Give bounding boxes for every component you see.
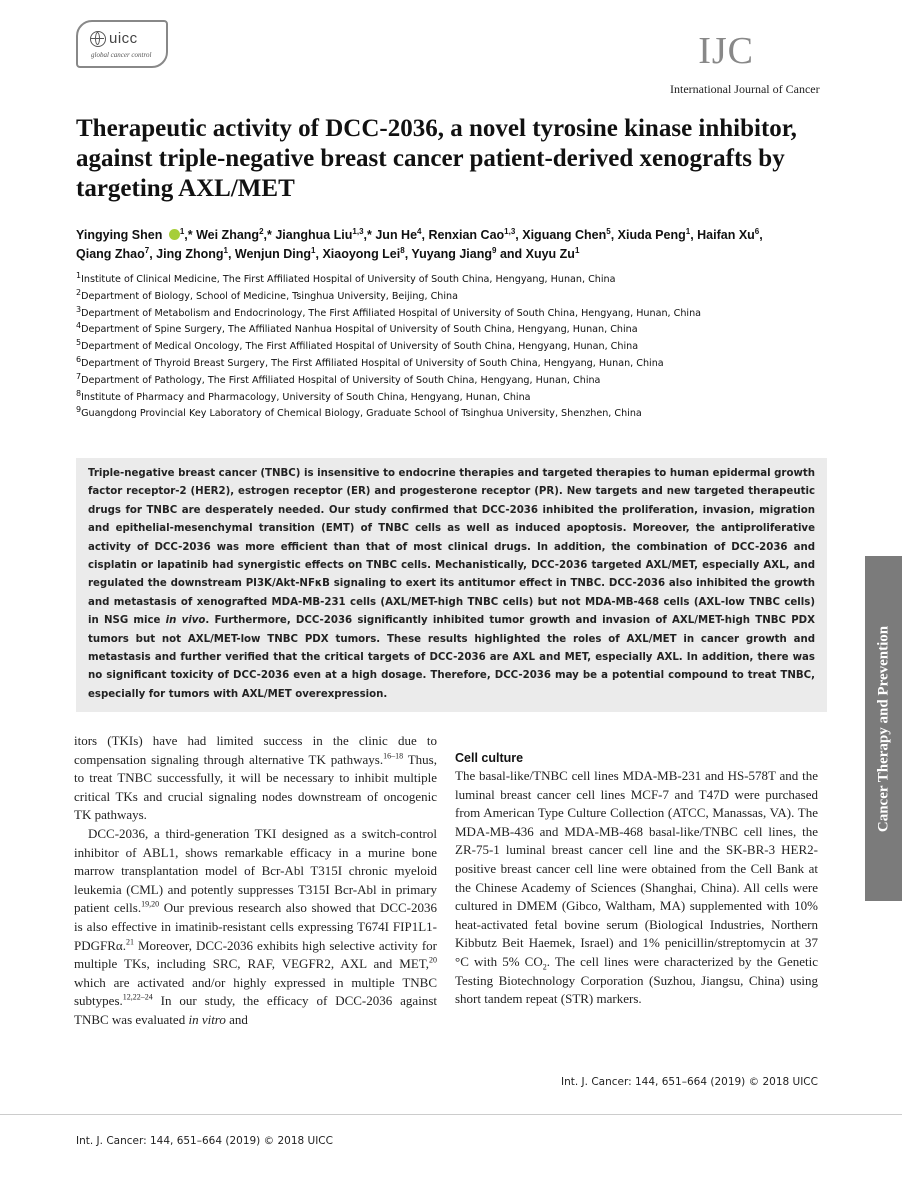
author-list: Yingying Shen $^1$,* Wei Zhang$^2$,* Jianghua Liu$^{1,3}$,* Jun He$^4$, Renxian Cao$^{1,3}$, Xiguang Chen$^5$, Xiuda Peng$^1$, Haifan Xu$^6$, Qiang Zhao$^7$, Jing Zhong$^1$, Wenjun Ding$^1$, Xiaoyong Lei$^8$, Yuyang Jiang$^9$ and Xuyu Zu$^1$	[76, 226, 763, 261]
affiliation-item: $^2$Department of Biology, School of Medicine, Tsinghua University, Beijing, China	[76, 287, 459, 302]
logo-name: uicc	[109, 30, 138, 47]
abstract-text: Triple-negative breast cancer (TNBC) is insensitive to endocrine therapies and targeted therapies to human epidermal growth factor receptor-2 (HER2), estrogen receptor (ER) and progesterone receptor (PR). New targets and new targeted therapeutic drugs for TNBC are desperately needed. Our study confirmed that DCC-2036 inhibited the proliferation, invasion, migration and epithelial-mesenchymal transition (EMT) of TNBC cells as well as induced apoptosis. Moreover, the antiproliferative activity of DCC-2036 was more efficient than that of most clinical drugs. In addition, the combination of DCC-2036 and cisplatin or lapatinib had synergistic effects on TNBC cells. Mechanistically, DCC-2036 targeted AXL/MET, especially AXL, and regulated the downstream PI3K/Akt-NFκB signaling to exert its antitumor effect in TNBC. DCC-2036 also inhibited the growth and metastasis of xenografted MDA-MB-231 cells (AXL/MET-high TNBC cells) but not MDA-MB-468 cells (AXL-low TNBC cells) in NSG mice in vivo. Furthermore, DCC-2036 significantly inhibited tumor growth and invasion of AXL/MET-high TNBC PDX tumors but not AXL/MET-low TNBC PDX tumors. These results highlighted the roles of AXL/MET in cancer growth and metastasis and further verified that the critical targets of DCC-2036 are AXL and MET, especially AXL. In addition, there was no significant toxicity of DCC-2036 even at a high dosage. Therefore, DCC-2036 may be a potential compound to treat TNBC, especially for tumors with AXL/MET overexpression.	[88, 468, 815, 700]
body-column-right	[455, 732, 818, 1009]
page-citation: Int. J. Cancer: 144, 651–664 (2019) © 2018 UICC	[561, 1076, 818, 1088]
section-sidebar-tab: Cancer Therapy and Prevention	[865, 556, 902, 901]
body-column-left	[74, 732, 437, 1030]
body-paragraph: itors (TKIs) have had limited success in the clinic due to compensation signaling through alternative TK pathways.$^{16-18}$ Thus, to treat TNBC successfully, it will be necessary to inhibit multiple critical TKs and crucial signaling nodes downstream of oncogenic TK pathways.	[74, 733, 437, 823]
affiliation-list	[76, 272, 816, 423]
affiliation-item: $^3$Department of Metabolism and Endocrinology, The First Affiliated Hospital of University of South China, Hengyang, Hunan, China	[76, 304, 702, 319]
globe-icon	[90, 31, 106, 47]
logo-tagline: global cancer control	[91, 51, 152, 59]
orcid-icon[interactable]	[169, 229, 180, 240]
affiliation-item: $^1$Institute of Clinical Medicine, The First Affiliated Hospital of University of South China, Hengyang, Hunan, China	[76, 270, 616, 285]
affiliation-item: $^9$Guangdong Provincial Key Laboratory of Chemical Biology, Graduate School of Tsinghua University, Shenzhen, China	[76, 405, 642, 420]
body-paragraph: DCC-2036, a third-generation TKI designed as a switch-control inhibitor of ABL1, shows remarkable efficacy in a murine bone marrow transplantation model of Bcr-Abl T315I chronic myeloid leukemia (CML) and potently suppresses T315I Bcr-Abl in primary patient cells.$^{19,20}$ Our previous research also showed that DCC-2036 is also effective in imatinib-resistant cells expressing T674I FIP1L1-PDGFRα.$^{21}$ Moreover, DCC-2036 exhibits high selective activity for multiple TKs, including SRC, RAF, VEGFR2, AXL and MET,$^{20}$ which are activated and/or highly expressed in multiple TNBC subtypes.$^{12,22-24}$ In our study, the efficacy of DCC-2036 against TNBC was evaluated in vitro and	[74, 825, 438, 1027]
affiliation-item: $^7$Department of Pathology, The First Affiliated Hospital of University of South China, Hengyang, Hunan, China	[76, 371, 601, 386]
article-title: Therapeutic activity of DCC-2036, a novel tyrosine kinase inhibitor, against triple-negative breast cancer patient-derived xenografts by targeting AXL/MET	[76, 115, 797, 202]
section-heading: Cell culture	[455, 751, 524, 765]
uicc-logo	[76, 20, 168, 68]
journal-abbreviation: IJC	[698, 30, 754, 72]
footer-citation: Int. J. Cancer: 144, 651–664 (2019) © 2018 UICC	[76, 1135, 333, 1147]
footer-divider	[0, 1114, 902, 1115]
body-paragraph: The basal-like/TNBC cell lines MDA-MB-231 and HS-578T and the luminal breast cancer cell lines MCF-7 and T47D were purchased from American Type Culture Collection (ATCC, Manassas, VA). The MDA-MB-436 and MDA-MB-468 basal-like/TNBC cell lines, the ZR-75-1 luminal breast cancer cell line and the SK-BR-3 HER2-positive breast cancer cell line were obtained from the Cell Bank at the Chinese Academy of Sciences (Shanghai, China). All cells were cultured in DMEM (Gibco, Waltham, MA) supplemented with 10% heat-activated fetal bovine serum (Biological Industries, Northern Kibbutz Beit Haemek, Israel) and 1% penicillin/streptomycin at 37 °C with 5% $CO_2$. The cell lines were characterized by the Genetic Testing Biotechnology Corporation (Suzhou, Jiangsu, China) using short tandem repeat (STR) markers.	[455, 768, 818, 1007]
abstract-box	[76, 458, 827, 712]
journal-name: International Journal of Cancer	[670, 82, 820, 96]
affiliation-item: $^4$Department of Spine Surgery, The Affiliated Nanhua Hospital of University of South China, Hengyang, Hunan, China	[76, 321, 638, 336]
affiliation-item: $^5$Department of Medical Oncology, The First Affiliated Hospital of University of South China, Hengyang, Hunan, China	[76, 338, 639, 353]
affiliation-item: $^8$Institute of Pharmacy and Pharmacology, University of South China, Hengyang, Hunan, China	[76, 388, 531, 403]
affiliation-item: $^6$Department of Thyroid Breast Surgery, The First Affiliated Hospital of University of South China, Hengyang, Hunan, China	[76, 354, 664, 369]
